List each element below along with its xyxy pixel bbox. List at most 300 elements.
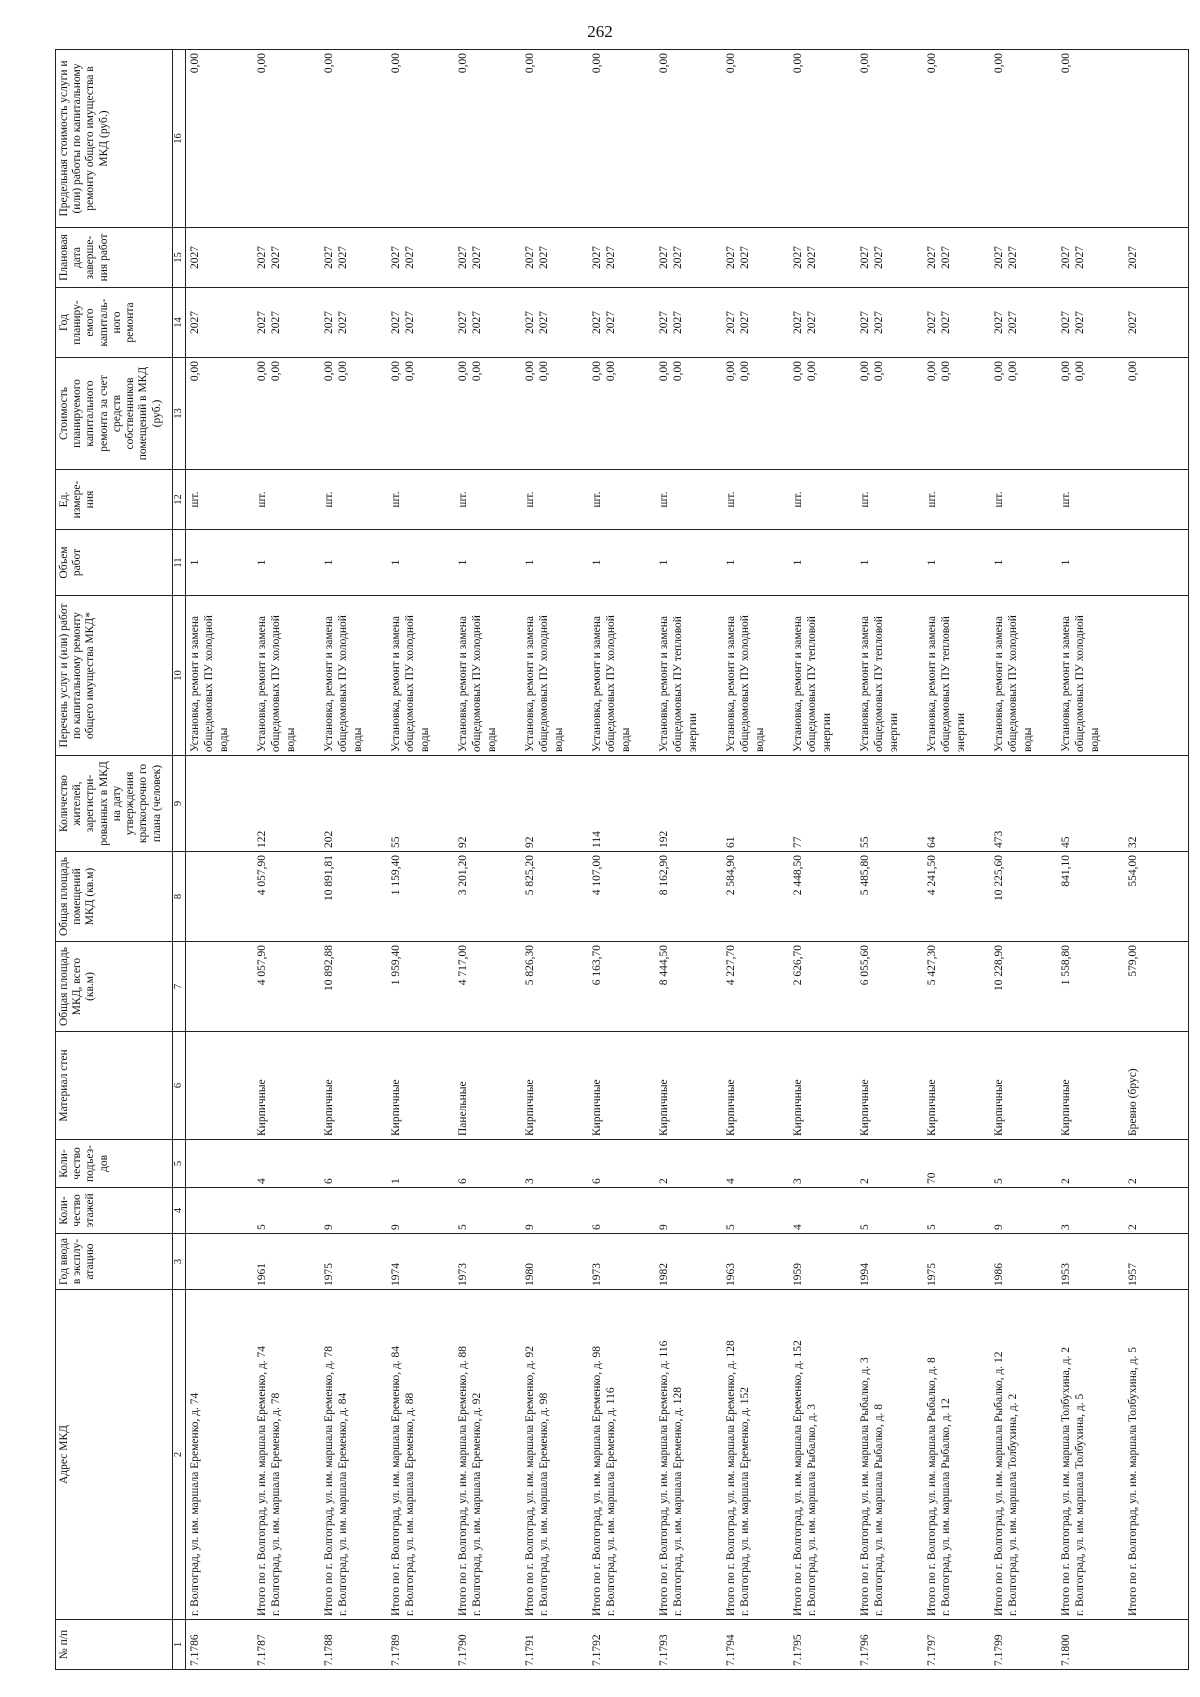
limit-cell: 0,00: [722, 50, 789, 228]
plan-year-cell: [990, 288, 1057, 358]
column-number: 11: [173, 530, 186, 596]
address-text: г. Волгоград, ул. им. маршала Еременко, д. 92: [471, 1392, 484, 1616]
paired-value: 0,00: [471, 361, 484, 382]
end-date-cell: [253, 228, 320, 288]
address-text: г. Волгоград, ул. им. маршала Еременко, д. 74: [189, 1392, 202, 1616]
work-cell: Установка, ремонт и замена общедомовых ПУ тепловой энергии: [856, 596, 923, 756]
year-cell: 1994: [856, 1234, 923, 1290]
table-row: [990, 50, 1057, 1670]
volume-cell: [1124, 530, 1189, 596]
work-cell: Установка, ремонт и замена общедомовых ПУ холодной воды: [1057, 596, 1124, 756]
paired-value: 2027: [524, 246, 537, 269]
unit-cell: шт.: [320, 470, 387, 530]
paired-value: 2027: [1060, 311, 1073, 334]
work-cell: Установка, ремонт и замена общедомовых ПУ холодной воды: [588, 596, 655, 756]
residents-cell: [186, 756, 254, 852]
limit-cell: 0,00: [856, 50, 923, 228]
volume-cell: 1: [789, 530, 856, 596]
paired-value: 2027: [256, 246, 269, 269]
walls-cell: Кирпичные: [1057, 1032, 1124, 1140]
plan-year-cell: [722, 288, 789, 358]
volume-cell: 1: [722, 530, 789, 596]
paired-value: 2027: [390, 311, 403, 334]
entr-cell: 4: [253, 1140, 320, 1188]
address-cell: [1057, 1290, 1124, 1620]
paired-value: 2027: [1074, 246, 1087, 269]
subtotal-label: Итого по г. Волгоград, ул. им. маршала Еременко, д. 98: [591, 1345, 604, 1616]
table-row: [387, 50, 454, 1670]
address-cell: [253, 1290, 320, 1620]
plan-year-cell: [923, 288, 990, 358]
entr-cell: 2: [1057, 1140, 1124, 1188]
column-number: 4: [173, 1188, 186, 1234]
work-cell: Установка, ремонт и замена общедомовых ПУ тепловой энергии: [789, 596, 856, 756]
volume-cell: 1: [454, 530, 521, 596]
area-rooms-cell: 8 162,90: [655, 852, 722, 942]
floors-cell: 5: [253, 1188, 320, 1234]
residents-cell: 32: [1124, 756, 1189, 852]
area-rooms-cell: 10 225,60: [990, 852, 1057, 942]
paired-value: 2027: [591, 311, 604, 334]
paired-value: 0,00: [926, 361, 939, 382]
entr-cell: 6: [454, 1140, 521, 1188]
column-header: Предельная стоимость услуги и (или) работы по капитальному ремонту общего имущества в МКД (руб.): [56, 50, 173, 228]
column-header: Объем работ: [56, 530, 173, 596]
page-number: 262: [587, 22, 613, 41]
subtotal-label: Итого по г. Волгоград, ул. им. маршала Толбухина, д. 5: [1127, 1347, 1140, 1616]
paired-value: 0,00: [270, 361, 283, 382]
paired-value: 2027: [739, 246, 752, 269]
walls-cell: Кирпичные: [588, 1032, 655, 1140]
paired-value: 2027: [404, 311, 417, 334]
floors-cell: [186, 1188, 254, 1234]
work-cell: Установка, ремонт и замена общедомовых ПУ холодной воды: [454, 596, 521, 756]
floors-cell: 6: [588, 1188, 655, 1234]
floors-cell: 5: [722, 1188, 789, 1234]
paired-value: 0,00: [457, 361, 470, 382]
limit-cell: 0,00: [521, 50, 588, 228]
residents-cell: 122: [253, 756, 320, 852]
volume-cell: 1: [253, 530, 320, 596]
residents-cell: 55: [856, 756, 923, 852]
cost-cell: [253, 358, 320, 470]
work-cell: Установка, ремонт и замена общедомовых ПУ холодной воды: [990, 596, 1057, 756]
paired-value: 0,00: [337, 361, 350, 382]
floors-cell: 3: [1057, 1188, 1124, 1234]
column-number: 13: [173, 358, 186, 470]
plan-year-cell: [320, 288, 387, 358]
end-date-cell: [655, 228, 722, 288]
year-cell: 1973: [454, 1234, 521, 1290]
limit-cell: [1124, 50, 1189, 228]
end-date-cell: [1057, 228, 1124, 288]
paired-value: 0,00: [739, 361, 752, 382]
num-cell: 7.1786: [186, 1620, 254, 1670]
area-rooms-cell: 10 891,81: [320, 852, 387, 942]
plan-year-cell: [588, 288, 655, 358]
table-row: [588, 50, 655, 1670]
unit-cell: шт.: [722, 470, 789, 530]
area-total-cell: 4 057,90: [253, 942, 320, 1032]
paired-value: 2027: [725, 311, 738, 334]
address-cell: [923, 1290, 990, 1620]
walls-cell: Кирпичные: [387, 1032, 454, 1140]
entr-cell: 3: [789, 1140, 856, 1188]
cost-cell: [387, 358, 454, 470]
year-cell: 1961: [253, 1234, 320, 1290]
num-cell: 7.1787: [253, 1620, 320, 1670]
area-rooms-cell: 2 448,50: [789, 852, 856, 942]
address-cell: [789, 1290, 856, 1620]
cost-cell: 0,00: [1124, 358, 1189, 470]
column-header: Перечень услуг и (или) работ по капитальному ремонту общего имущества МКД*: [56, 596, 173, 756]
floors-cell: 4: [789, 1188, 856, 1234]
column-number: 16: [173, 50, 186, 228]
unit-cell: [1124, 470, 1189, 530]
table-body: [186, 50, 1189, 1670]
column-header: № п/п: [56, 1620, 173, 1670]
num-cell: 7.1792: [588, 1620, 655, 1670]
num-cell: 7.1799: [990, 1620, 1057, 1670]
paired-value: 0,00: [591, 361, 604, 382]
column-number-row: [173, 50, 186, 1670]
work-cell: Установка, ремонт и замена общедомовых ПУ холодной воды: [186, 596, 254, 756]
cost-cell: [454, 358, 521, 470]
residents-cell: 64: [923, 756, 990, 852]
area-total-cell: 10 892,88: [320, 942, 387, 1032]
year-cell: 1959: [789, 1234, 856, 1290]
paired-value: 2027: [323, 246, 336, 269]
subtotal-label: Итого по г. Волгоград, ул. им. маршала Еременко, д. 74: [256, 1345, 269, 1616]
year-cell: 1973: [588, 1234, 655, 1290]
address-text: г. Волгоград, ул. им. маршала Рыбалко, д. 12: [940, 1398, 953, 1616]
work-cell: [1124, 596, 1189, 756]
residents-cell: 77: [789, 756, 856, 852]
walls-cell: Кирпичные: [923, 1032, 990, 1140]
table-row: [1124, 50, 1189, 1670]
residents-cell: 92: [454, 756, 521, 852]
unit-cell: шт.: [923, 470, 990, 530]
table-row: [722, 50, 789, 1670]
work-cell: Установка, ремонт и замена общедомовых ПУ тепловой энергии: [923, 596, 990, 756]
paired-value: 0,00: [1007, 361, 1020, 382]
address-cell: [655, 1290, 722, 1620]
floors-cell: 5: [923, 1188, 990, 1234]
area-total-cell: [186, 942, 254, 1032]
unit-cell: шт.: [789, 470, 856, 530]
column-number: 5: [173, 1140, 186, 1188]
floors-cell: 9: [521, 1188, 588, 1234]
floors-cell: 2: [1124, 1188, 1189, 1234]
header-row: [56, 50, 173, 1670]
floors-cell: 5: [454, 1188, 521, 1234]
paired-value: 2027: [873, 246, 886, 269]
paired-value: 2027: [390, 246, 403, 269]
paired-value: 2027: [993, 311, 1006, 334]
year-cell: 1975: [320, 1234, 387, 1290]
work-cell: Установка, ремонт и замена общедомовых ПУ холодной воды: [521, 596, 588, 756]
table-row: [454, 50, 521, 1670]
end-date-cell: 2027: [186, 228, 254, 288]
address-text: г. Волгоград, ул. им. маршала Толбухина, д. 5: [1074, 1393, 1087, 1616]
paired-value: 0,00: [538, 361, 551, 382]
paired-value: 0,00: [940, 361, 953, 382]
plan-year-cell: [387, 288, 454, 358]
subtotal-label: Итого по г. Волгоград, ул. им. маршала Еременко, д. 152: [792, 1340, 805, 1616]
volume-cell: 1: [923, 530, 990, 596]
paired-value: 2027: [605, 311, 618, 334]
plan-year-cell: [789, 288, 856, 358]
cost-cell: [521, 358, 588, 470]
paired-value: 0,00: [993, 361, 1006, 382]
end-date-cell: [990, 228, 1057, 288]
limit-cell: 0,00: [454, 50, 521, 228]
paired-value: 2027: [337, 311, 350, 334]
column-number: 15: [173, 228, 186, 288]
paired-value: 2027: [1060, 246, 1073, 269]
paired-value: 2027: [404, 246, 417, 269]
unit-cell: шт.: [990, 470, 1057, 530]
volume-cell: 1: [588, 530, 655, 596]
residents-cell: 92: [521, 756, 588, 852]
area-rooms-cell: 2 584,90: [722, 852, 789, 942]
unit-cell: шт.: [387, 470, 454, 530]
subtotal-label: Итого по г. Волгоград, ул. им. маршала Еременко, д. 92: [524, 1345, 537, 1616]
walls-cell: Кирпичные: [722, 1032, 789, 1140]
cost-cell: [1057, 358, 1124, 470]
plan-year-cell: [1057, 288, 1124, 358]
address-cell: [856, 1290, 923, 1620]
unit-cell: шт.: [1057, 470, 1124, 530]
paired-value: 0,00: [605, 361, 618, 382]
paired-value: 2027: [672, 246, 685, 269]
column-header: Год планиру-емого капиталь-ного ремонта: [56, 288, 173, 358]
walls-cell: Бревно (брус): [1124, 1032, 1189, 1140]
unit-cell: шт.: [588, 470, 655, 530]
entr-cell: 6: [588, 1140, 655, 1188]
limit-cell: 0,00: [186, 50, 254, 228]
end-date-cell: [320, 228, 387, 288]
limit-cell: 0,00: [789, 50, 856, 228]
volume-cell: 1: [387, 530, 454, 596]
column-header: Год ввода в эксплу-атацию: [56, 1234, 173, 1290]
area-rooms-cell: 4 107,00: [588, 852, 655, 942]
address-cell: [454, 1290, 521, 1620]
entr-cell: 2: [655, 1140, 722, 1188]
paired-value: 2027: [658, 246, 671, 269]
column-header: Количество жителей, зарегистри-рованных в МКД на дату утверждения краткосрочно го плана (человек): [56, 756, 173, 852]
year-cell: 1974: [387, 1234, 454, 1290]
paired-value: 2027: [926, 311, 939, 334]
walls-cell: Кирпичные: [655, 1032, 722, 1140]
paired-value: 2027: [993, 246, 1006, 269]
cost-cell: [990, 358, 1057, 470]
subtotal-label: Итого по г. Волгоград, ул. им. маршала Еременко, д. 78: [323, 1345, 336, 1616]
paired-value: 0,00: [256, 361, 269, 382]
num-cell: 7.1788: [320, 1620, 387, 1670]
column-header: Общая площадь МКД, всего (кв.м): [56, 942, 173, 1032]
cost-cell: [588, 358, 655, 470]
column-header: Материал стен: [56, 1032, 173, 1140]
end-date-cell: [722, 228, 789, 288]
num-cell: 7.1794: [722, 1620, 789, 1670]
paired-value: 0,00: [1060, 361, 1073, 382]
address-text: г. Волгоград, ул. им. маршала Еременко, д. 116: [605, 1387, 618, 1616]
plan-year-cell: 2027: [1124, 288, 1189, 358]
area-total-cell: 6 163,70: [588, 942, 655, 1032]
area-rooms-cell: 5 825,20: [521, 852, 588, 942]
year-cell: 1982: [655, 1234, 722, 1290]
column-header: Адрес МКД: [56, 1290, 173, 1620]
paired-value: 0,00: [524, 361, 537, 382]
volume-cell: 1: [320, 530, 387, 596]
plan-year-cell: [521, 288, 588, 358]
area-rooms-cell: 3 201,20: [454, 852, 521, 942]
limit-cell: 0,00: [320, 50, 387, 228]
walls-cell: Кирпичные: [856, 1032, 923, 1140]
address-text: г. Волгоград, ул. им. маршала Рыбалко, д. 8: [873, 1403, 886, 1616]
paired-value: 0,00: [390, 361, 403, 382]
limit-cell: 0,00: [923, 50, 990, 228]
paired-value: 2027: [605, 246, 618, 269]
walls-cell: Кирпичные: [990, 1032, 1057, 1140]
walls-cell: Кирпичные: [789, 1032, 856, 1140]
unit-cell: шт.: [186, 470, 254, 530]
paired-value: 2027: [859, 311, 872, 334]
entr-cell: [186, 1140, 254, 1188]
area-rooms-cell: 5 485,80: [856, 852, 923, 942]
work-cell: Установка, ремонт и замена общедомовых ПУ холодной воды: [722, 596, 789, 756]
residents-cell: 114: [588, 756, 655, 852]
residents-cell: 61: [722, 756, 789, 852]
plan-year-cell: [253, 288, 320, 358]
work-cell: Установка, ремонт и замена общедомовых ПУ холодной воды: [320, 596, 387, 756]
paired-value: 2027: [1074, 311, 1087, 334]
paired-value: 2027: [806, 311, 819, 334]
walls-cell: Кирпичные: [521, 1032, 588, 1140]
column-number: 14: [173, 288, 186, 358]
work-cell: Установка, ремонт и замена общедомовых ПУ тепловой энергии: [655, 596, 722, 756]
end-date-cell: [387, 228, 454, 288]
num-cell: 7.1791: [521, 1620, 588, 1670]
year-cell: [186, 1234, 254, 1290]
column-number: 3: [173, 1234, 186, 1290]
unit-cell: шт.: [521, 470, 588, 530]
paired-value: 2027: [471, 246, 484, 269]
unit-cell: шт.: [655, 470, 722, 530]
plan-year-cell: [856, 288, 923, 358]
residents-cell: 55: [387, 756, 454, 852]
area-total-cell: 5 826,30: [521, 942, 588, 1032]
column-header: Коли-чество подъез-дов: [56, 1140, 173, 1188]
end-date-cell: [454, 228, 521, 288]
column-number: 9: [173, 756, 186, 852]
year-cell: 1963: [722, 1234, 789, 1290]
cost-cell: [722, 358, 789, 470]
residents-cell: 473: [990, 756, 1057, 852]
entr-cell: 3: [521, 1140, 588, 1188]
num-cell: 7.1797: [923, 1620, 990, 1670]
plan-year-cell: [454, 288, 521, 358]
end-date-cell: [923, 228, 990, 288]
subtotal-label: Итого по г. Волгоград, ул. им. маршала Еременко, д. 116: [658, 1340, 671, 1616]
num-cell: 7.1790: [454, 1620, 521, 1670]
paired-value: 2027: [538, 311, 551, 334]
entr-cell: 5: [990, 1140, 1057, 1188]
volume-cell: 1: [186, 530, 254, 596]
unit-cell: шт.: [454, 470, 521, 530]
area-rooms-cell: 1 159,40: [387, 852, 454, 942]
paired-value: 2027: [457, 311, 470, 334]
limit-cell: 0,00: [588, 50, 655, 228]
paired-value: 2027: [323, 311, 336, 334]
work-cell: Установка, ремонт и замена общедомовых ПУ холодной воды: [387, 596, 454, 756]
paired-value: 2027: [337, 246, 350, 269]
table-row: [186, 50, 254, 1670]
subtotal-label: Итого по г. Волгоград, ул. им. маршала Рыбалко, д. 3: [859, 1357, 872, 1616]
column-number: 10: [173, 596, 186, 756]
cost-cell: [655, 358, 722, 470]
address-text: г. Волгоград, ул. им. маршала Еременко, д. 98: [538, 1392, 551, 1616]
end-date-cell: 2027: [1124, 228, 1189, 288]
address-cell: [1124, 1290, 1189, 1620]
table-row: [1057, 50, 1124, 1670]
column-header: Плановая дата заверше-ния работ: [56, 228, 173, 288]
subtotal-label: Итого по г. Волгоград, ул. им. маршала Рыбалко, д. 8: [926, 1357, 939, 1616]
area-rooms-cell: 554,00: [1124, 852, 1189, 942]
paired-value: 2027: [739, 311, 752, 334]
paired-value: 2027: [658, 311, 671, 334]
year-cell: 1975: [923, 1234, 990, 1290]
paired-value: 0,00: [404, 361, 417, 382]
column-number: 6: [173, 1032, 186, 1140]
column-header: Коли-чество этажей: [56, 1188, 173, 1234]
area-total-cell: 10 228,90: [990, 942, 1057, 1032]
paired-value: 0,00: [873, 361, 886, 382]
paired-value: 2027: [725, 246, 738, 269]
paired-value: 2027: [471, 311, 484, 334]
limit-cell: 0,00: [1057, 50, 1124, 228]
paired-value: 2027: [538, 246, 551, 269]
end-date-cell: [588, 228, 655, 288]
column-number: 7: [173, 942, 186, 1032]
paired-value: 2027: [806, 246, 819, 269]
year-cell: 1957: [1124, 1234, 1189, 1290]
area-rooms-cell: [186, 852, 254, 942]
walls-cell: [186, 1032, 254, 1140]
num-cell: 7.1795: [789, 1620, 856, 1670]
paired-value: 2027: [873, 311, 886, 334]
volume-cell: 1: [521, 530, 588, 596]
table-row: [655, 50, 722, 1670]
area-rooms-cell: 841,10: [1057, 852, 1124, 942]
paired-value: 2027: [792, 311, 805, 334]
unit-cell: шт.: [253, 470, 320, 530]
num-cell: 7.1793: [655, 1620, 722, 1670]
cost-cell: [923, 358, 990, 470]
table-row: [856, 50, 923, 1670]
subtotal-label: Итого по г. Волгоград, ул. им. маршала Рыбалко, д. 12: [993, 1351, 1006, 1616]
column-header: Общая площадь помещений МКД (кв.м): [56, 852, 173, 942]
address-cell: [722, 1290, 789, 1620]
paired-value: 2027: [940, 311, 953, 334]
table-row: [521, 50, 588, 1670]
paired-value: 2027: [940, 246, 953, 269]
paired-value: 0,00: [792, 361, 805, 382]
subtotal-label: Итого по г. Волгоград, ул. им. маршала Еременко, д. 84: [390, 1345, 403, 1616]
residents-cell: 192: [655, 756, 722, 852]
column-number: 12: [173, 470, 186, 530]
